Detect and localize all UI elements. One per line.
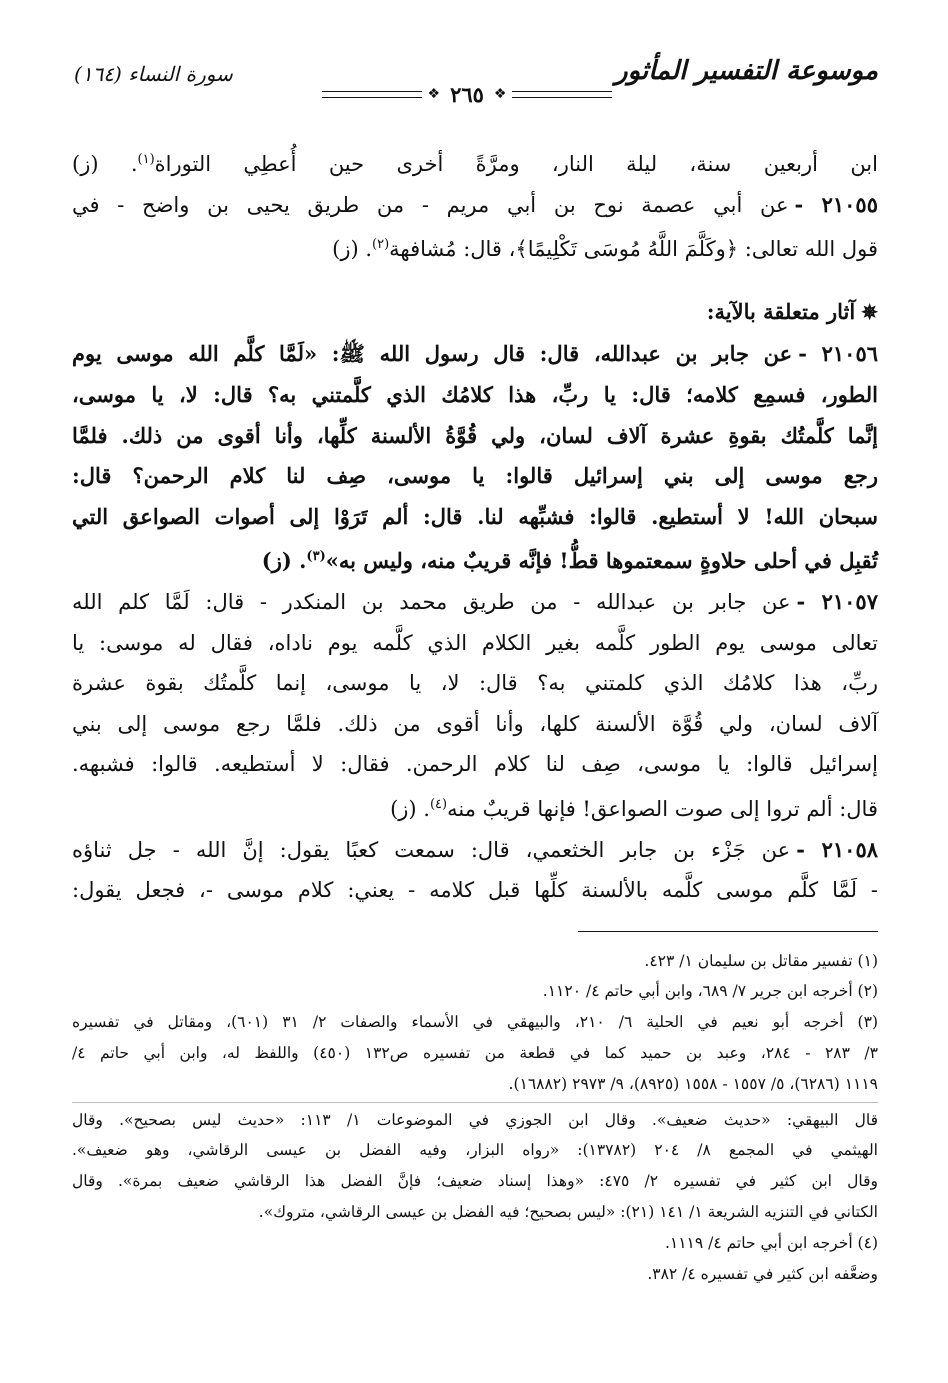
footnote-line: وضعَّفه ابن كثير في تفسيره ٤/ ٣٨٢.	[647, 1264, 878, 1283]
ornament-rule-left	[322, 91, 422, 98]
main-text	[72, 140, 878, 911]
running-title: موسوعة التفسير المأثور	[615, 56, 878, 86]
footnote-line: ٣/ ٢٨٣ - ٢٨٤، وعبد بن حميد كما في قطعة من تفسيره ص١٣٢ (٤٥٠) واللفظ له، وابن أبي حاتم ٤/	[72, 1044, 878, 1063]
text-line: ٢١٠٥٨ -عن جَزْء بن جابر الخثعمي، قال: سمعت كعبًا يقول: إنَّ الله - جل ثناؤه	[72, 836, 879, 862]
text-line: آلاف لسان، ولي قُوَّة الألسنة كلها، وأنا أقوى من ذلك. فلمَّا رجع موسى إلى بني	[72, 711, 878, 736]
footnote-marker[interactable]: (٢)	[372, 237, 390, 253]
text-line: ربِّ، هذا كلامُك الذي كلمتني به؟ قال: لا، يا موسى، إنما كلَّمتُك بقوة عشرة	[72, 671, 878, 696]
page-number-ornament	[322, 82, 612, 106]
section-heading: ✵آثار متعلقة بالآية:	[706, 298, 878, 324]
surah-label: سورة النساء (١٦٤)	[74, 62, 233, 86]
footnote-marker[interactable]: (٤)	[429, 796, 448, 812]
footnote-marker[interactable]: (١)	[137, 152, 155, 167]
text-line: ٢١٠٥٦ -عن جابر بن عبدالله، قال: قال رسول الله ﷺ: «لَمَّا كلَّم الله موسى يوم	[72, 341, 879, 367]
footnote-marker[interactable]: (٣)	[306, 549, 326, 565]
footnote-line: (٤) أخرجه ابن أبي حاتم ٤/ ١١١٩.	[664, 1233, 878, 1252]
text-line: رجع موسى إلى بني إسرائيل قالوا: يا موسى، صِف لنا كلام الرحمن؟ قال:	[72, 463, 878, 489]
text-line: إنَّما كلَّمتُك بقوةِ عشرة آلاف لسان، ولي قُوَّةُ الألسنة كلِّها، وأنا أقوى من ذلك. فلمَّا	[72, 422, 878, 448]
hadith-number: ٢١٠٥٦ -	[798, 341, 879, 367]
text-line: تعالى موسى يوم الطور كلَّمه بغير الكلام الذي كلَّمه يوم ناداه، فقال له موسى: يا	[72, 630, 878, 655]
text-line: سبحان الله! لا أستطيع. قالوا: فشبِّهه لنا. قال: ألم تَرَوْا إلى أصوات الصواعق التي	[72, 503, 878, 529]
footnote-divider	[578, 931, 878, 932]
star-ornament-icon: ✵	[861, 299, 878, 324]
footnote-line: قال البيهقي: «حديث ضعيف». وقال ابن الجوزي في الموضوعات ١/ ١١٣: «حديث ليس بصحيح». وقال	[72, 1110, 878, 1129]
page-header	[72, 48, 878, 107]
footnote-line: الهيثمي في المجمع ٨/ ٢٠٤ (١٣٧٨٢): «رواه البزار، وفيه الفضل بن عيسى الرقاشي، وهو ضعيف».	[72, 1141, 878, 1160]
text-line: ابن أربعين سنة، ليلة النار، ومرَّةً أخرى حين أُعطِي التوراة$^{(١)}$. (ز)	[72, 152, 878, 176]
text-line: إسرائيل قالوا: يا موسى، صِف لنا كلام الرحمن. فقال: لا أستطيعه. قالوا: فشبهه.	[72, 752, 878, 777]
text-line: ٢١٠٥٥ -عن أبي عصمة نوح بن أبي مريم - من طريق يحيى بن واضح - في	[72, 191, 878, 217]
footnote-line: (٢) أخرجه ابن جرير ٧/ ٦٨٩، وابن أبي حاتم ٤/ ١١٢٠.	[542, 982, 878, 1001]
footnotes	[72, 946, 878, 1290]
text-line: الطور، فسمِع كلامه؛ قال: يا ربِّ، هذا كلامُك الذي كلَّمتني به؟ قال: لا، يا موسى،	[72, 381, 878, 407]
ornament-rule-right	[512, 91, 612, 98]
footnote-line: ١١١٩ (٦٢٨٦)، ٥/ ١٥٥٧ - ١٥٥٨ (٨٩٢٥)، ٩/ ٢٩٧٣ (١٦٨٨٢).	[508, 1074, 878, 1093]
ornament-icon: ❖	[427, 86, 441, 102]
hadith-number: ٢١٠٥٥ -	[794, 191, 878, 217]
text-line: - لَمَّا كلَّم موسى كلَّمه بالألسنة كلِّها قبل كلامه - يعني: كلام موسى -، فجعل يقول:	[72, 878, 878, 903]
hadith-number: ٢١٠٥٨ -	[796, 836, 879, 862]
text-line: ٢١٠٥٧ -عن جابر بن عبدالله - من طريق محمد بن المنكدر - قال: لَمَّا كلم الله	[72, 588, 878, 614]
text-line: قول الله تعالى: ﴿وكَلَّمَ اللَّهُ مُوسَى تَكْلِيمًا﴾، قال: مُشافهة$^{(٢)}$. (ز)	[332, 237, 878, 262]
footnote-line: وقال ابن كثير في تفسيره ٢/ ٤٧٥: «وهذا إسناد ضعيف؛ فإنَّ الفضل هذا الرقاشي ضعيف بمرة». وقال	[72, 1172, 878, 1191]
page-number: ٢٦٥	[450, 81, 484, 107]
ornament-icon: ❖	[493, 86, 507, 102]
footnote-line: (١) تفسير مقاتل بن سليمان ١/ ٤٢٣.	[644, 951, 878, 970]
hadith-number: ٢١٠٥٧ -	[796, 588, 878, 614]
footnote-line: الكتاني في التنزيه الشريعة ١/ ١٤١ (٢١): «ليس بصحيح؛ فيه الفضل بن عيسى الرقاشي، متروك».	[258, 1203, 878, 1222]
footnote-separator	[72, 1102, 878, 1103]
text-line: قال: ألم تروا إلى صوت الصواعق! فإنها قريبٌ منه$^{(٤)}$. (ز)	[390, 796, 878, 821]
page	[72, 48, 878, 1289]
text-line: تُقبِل في أحلى حلاوةٍ سمعتموها قطُّ! فإنَّه قريبٌ منه، وليس به»$^{(٣)}$. (ز)	[261, 548, 878, 574]
footnote-line: (٣) أخرجه أبو نعيم في الحلية ٦/ ٢١٠، والبيهقي في الأسماء والصفات ٢/ ٣١ (٦٠١)، ومقاتل في تفسيره	[72, 1013, 878, 1032]
